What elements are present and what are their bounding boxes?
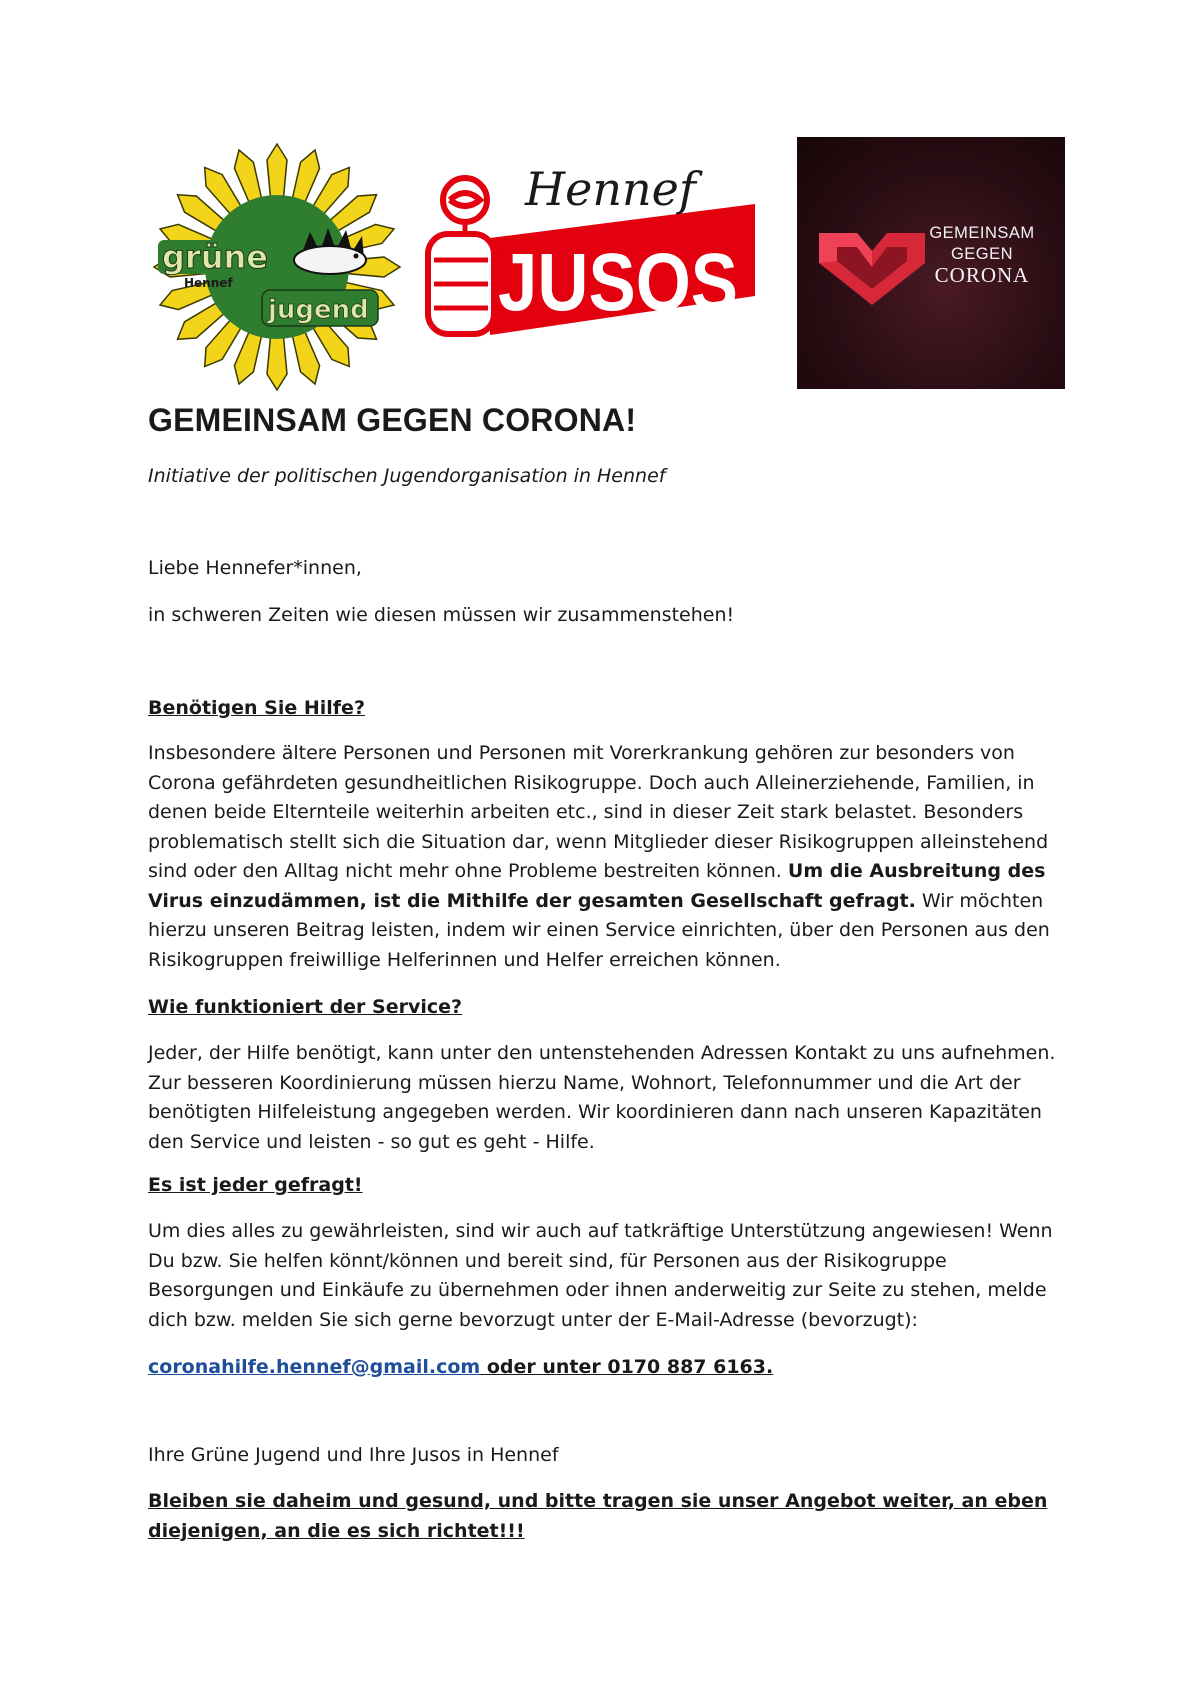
ggc-line2: GEGEN [950,245,1014,263]
jusos-city: Hennef [525,162,696,216]
section-service-text: Jeder, der Hilfe benötigt, kann unter den untenstehenden Adressen Kontakt zu uns aufnehmen. Zur besseren Koordinierung müssen hierzu Name, Wohnort, Telefonnummer und die Art der benötigten Hilfeleistung angegeben werden. Wir koordinieren dann nach unseren Kapazitäten den Service und leisten - so gut es geht - Hilfe. [148,1042,1056,1153]
ggc-line3: CORONA [934,263,1030,287]
signature: Ihre Grüne Jugend und Ihre Jusos in Hennef [148,1444,559,1466]
jusos-name: JUSOS [498,237,738,328]
jusos-rose-fist-icon [410,160,755,350]
greeting: Liebe Hennefer*innen, [148,557,362,579]
gj-logo-word1: grüne [162,238,268,276]
phone-text: oder unter 0170 887 6163. [480,1356,774,1378]
section-heading-help: Benötigen Sie Hilfe? [148,697,365,719]
help-text-part2: Wir möchten hierzu unseren Beitrag leisten, indem wir einen Service einrichten, über den Personen aus den Risikogruppen freiwillige Helferinnen und Helfer erreichen können. [148,889,1050,971]
gemeinsam-gegen-corona-logo [797,137,1065,389]
contact-line [148,1353,1068,1383]
ggc-logo-text [917,223,1047,286]
gj-logo-word2: jugend [268,295,369,325]
sunflower-icon [150,140,405,395]
section-everyone-text: Um dies alles zu gewährleisten, sind wir auch auf tatkräftige Unterstützung angewiesen! Wenn Du bzw. Sie helfen könnt/können und bereit sind, für Personen aus der Risikogruppe Besorgungen und Einkäufe zu übernehmen oder ihnen anderweitig zur Seite zu stehen, melde dich bzw. melden Sie sich gerne bevorzugt unter der E-Mail-Adresse (bevorzugt): [148,1220,1053,1331]
gruene-jugend-logo [150,140,405,395]
ggc-line1: GEMEINSAM [929,224,1035,242]
page-title: GEMEINSAM GEGEN CORONA! [148,402,637,438]
help-text-part1: Insbesondere ältere Personen und Personen mit Vorerkrankung gehören zur besonders von Corona gefährdeten gesundheitlichen Risikogruppe. Doch auch Alleinerziehende, Familien, in denen beide Elternteile weiterhin arbeiten etc., sind in dieser Zeit stark belastet. Besonders problematisch stellt sich die Situation dar, wenn Mitglieder dieser Risikogruppen alleinstehend sind oder den Alltag nicht mehr ohne Probleme bestreiten können. [148,742,1049,882]
intro-line: in schweren Zeiten wie diesen müssen wir zusammenstehen! [148,604,735,626]
section-heading-everyone: Es ist jeder gefragt! [148,1174,363,1196]
gj-logo-city: Hennef [184,276,233,290]
chevron-shield-icon [817,219,927,309]
page-subtitle: Initiative der politischen Jugendorganisation in Hennef [148,465,666,487]
email-link[interactable]: coronahilfe.hennef@gmail.com [148,1356,481,1378]
section-help-text [148,739,1068,975]
help-text-bold: Um die Ausbreitung des Virus einzudämmen, ist die Mithilfe der gesamten Gesellschaft gefragt. [148,860,1046,912]
closing-appeal: Bleiben sie daheim und gesund, und bitte tragen sie unser Angebot weiter, an eben diejenigen, an die es sich richtet!!! [148,1490,1048,1542]
jusos-logo [410,160,755,350]
section-heading-service: Wie funktioniert der Service? [148,996,463,1018]
